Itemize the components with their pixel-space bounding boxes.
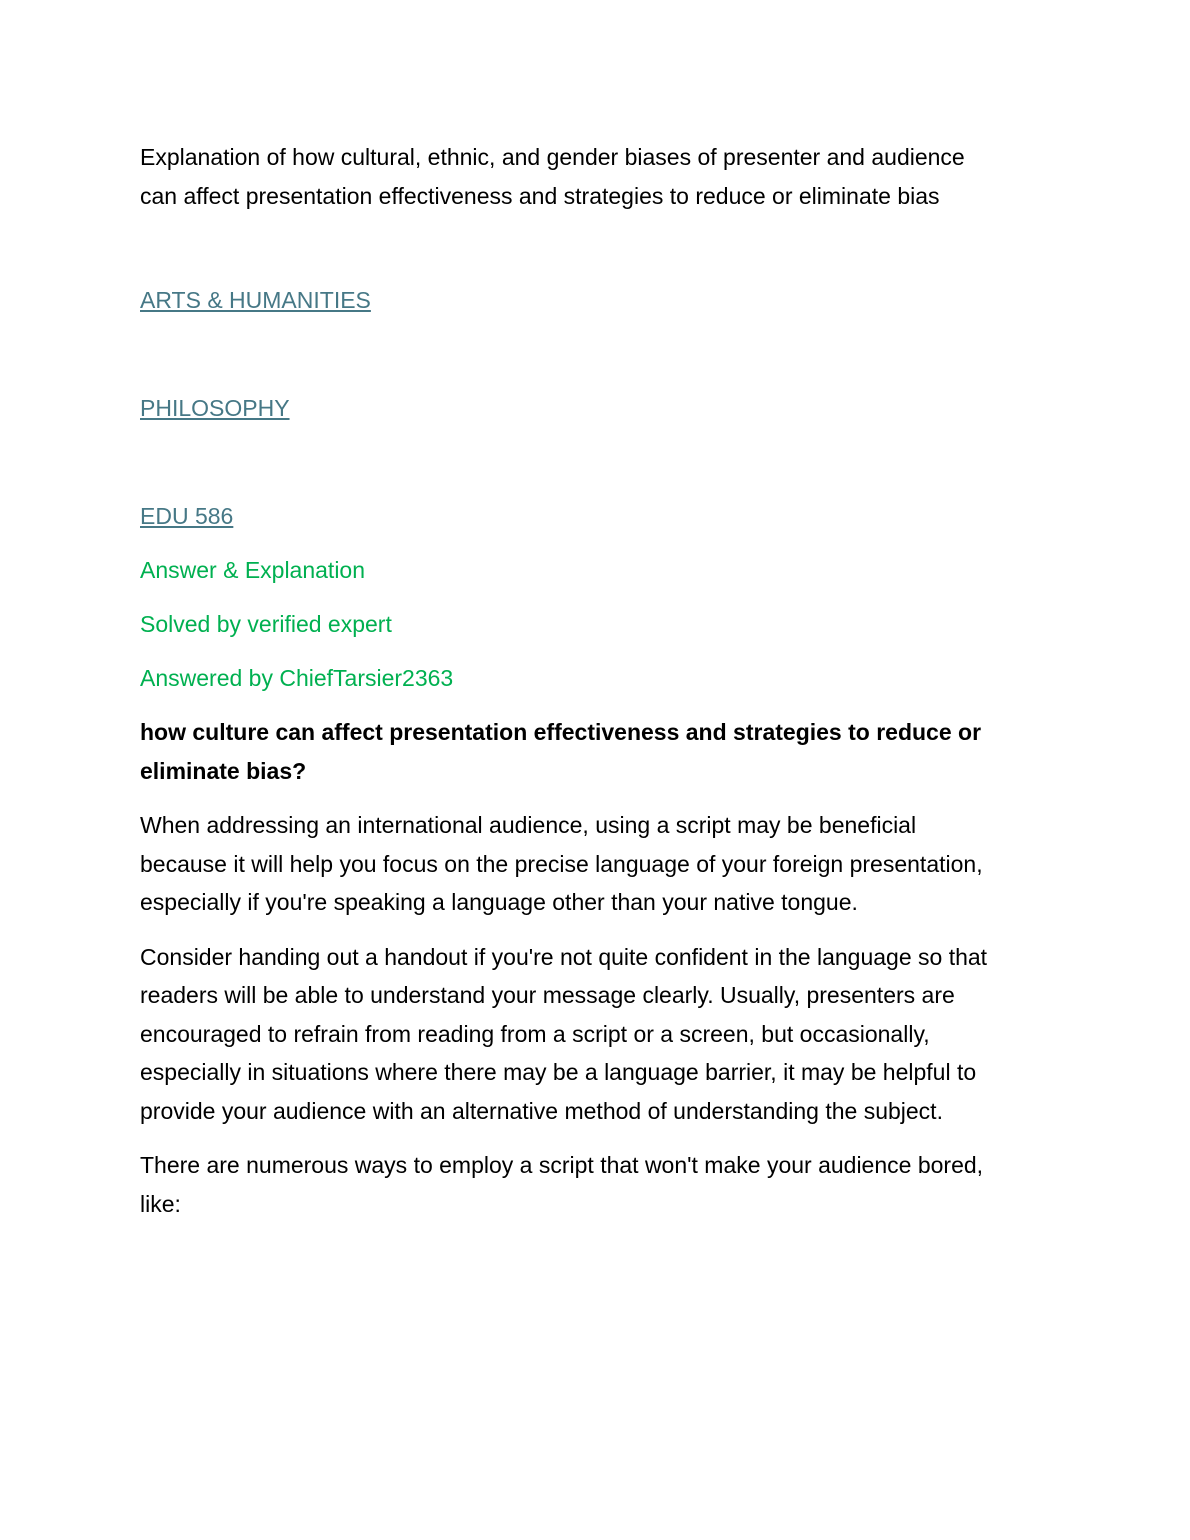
category-link-edu-586[interactable]: EDU 586 — [140, 503, 234, 529]
solved-by-label: Solved by verified expert — [140, 611, 392, 637]
category-row-arts — [140, 281, 1000, 319]
category-link-arts-humanities[interactable]: ARTS & HUMANITIES — [140, 287, 371, 313]
category-row-philosophy — [140, 389, 1000, 427]
body-paragraph: When addressing an international audience, using a script may be beneficial because it will help you focus on the precise language of your foreign presentation, especially if you're speaking a language other than your native tongue. — [140, 812, 983, 915]
document-page — [140, 138, 1000, 1223]
body-paragraph: Consider handing out a handout if you're not quite confident in the language so that readers will be able to understand your message clearly. Usually, presenters are encouraged to refrain from reading from a script or a screen, but occasionally, especially in situations where there may be a language barrier, it may be helpful to provide your audience with an alternative method of understanding the subject. — [140, 943, 988, 1124]
body-paragraph: There are numerous ways to employ a script that won't make your audience bored, like: — [140, 1152, 984, 1217]
category-row-course — [140, 497, 1000, 535]
question-heading: how culture can affect presentation effectiveness and strategies to reduce or eliminate bias? — [140, 719, 982, 784]
answer-heading: Answer & Explanation — [140, 557, 366, 583]
answered-by-label: Answered by ChiefTarsier2363 — [140, 665, 454, 691]
category-link-philosophy[interactable]: PHILOSOPHY — [140, 395, 290, 421]
document-title: Explanation of how cultural, ethnic, and gender biases of presenter and audience can affect presentation effectiveness and strategies to reduce or eliminate bias — [140, 144, 965, 209]
